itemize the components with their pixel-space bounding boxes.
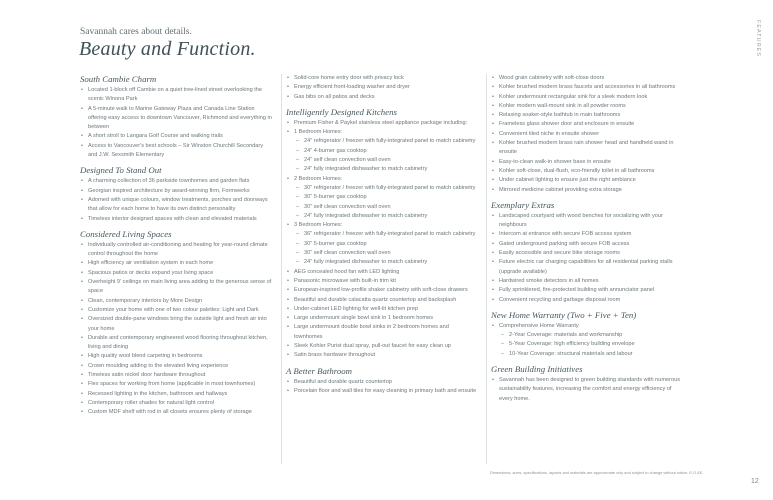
- section-kitchens: [286, 107, 478, 361]
- list-item: • A short stroll to Langara Golf Course and walking trails: [80, 132, 272, 141]
- section-exemplary-extras: [491, 200, 681, 305]
- list-item: • A charming collection of 36 parkside townhomes and garden flats: [80, 177, 272, 186]
- list-item: • Located 1-block off Cambie on a quiet tree-lined street overlooking the scenic Winona Park: [80, 86, 272, 105]
- list-subitem: – 10-Year Coverage: structural materials and labour: [491, 350, 681, 359]
- list-item: • Satin brass hardware throughout: [286, 351, 478, 360]
- section-bath-features: [491, 74, 681, 195]
- feature-list: [491, 322, 681, 359]
- list-item: • Mirrored medicine cabinet providing extra storage: [491, 186, 681, 195]
- section-home-warranty: [491, 310, 681, 359]
- list-item: • Fully sprinklered, fire-protected building with annunciator panel: [491, 286, 681, 295]
- list-item: • Easy-to-clean walk-in shower base in ensuite: [491, 158, 681, 167]
- feature-list: [491, 376, 681, 404]
- section-bathroom: [286, 366, 478, 397]
- feature-list: [80, 86, 272, 160]
- list-subitem: – 24" self clean convection wall oven: [286, 156, 478, 165]
- page-number: 12: [751, 478, 759, 485]
- feature-list: [491, 74, 681, 195]
- list-item: • Overheight 9' ceilings on main living area adding to the generous sense of space: [80, 278, 272, 297]
- list-item: • A 5-minute walk to Marine Gateway Plaza and Canada Line Station offering easy access to downtown Vancouver, Richmond and everything in between: [80, 105, 272, 133]
- list-subitem: – 30" 5-burner gas cooktop: [286, 240, 478, 249]
- list-item: • Comprehensive Home Warranty: [491, 322, 681, 331]
- list-item: • Easily accessible and secure bike storage rooms: [491, 249, 681, 258]
- section-heading: Exemplary Extras: [491, 199, 555, 210]
- list-item: • Sleek Kohler Purist dual spray, pull-out faucet for easy clean up: [286, 342, 478, 351]
- section-heading: South Cambie Charm: [80, 74, 157, 84]
- list-item: • Wood grain cabinetry with soft-close doors: [491, 74, 681, 83]
- intro-pretitle: Savannah cares about details.: [80, 27, 192, 37]
- list-subitem: – 30" self clean convection wall oven: [286, 203, 478, 212]
- list-item: • Under-cabinet LED lighting for well-lit kitchen prep: [286, 305, 478, 314]
- list-item: • Intercom at entrance with secure FOB access system: [491, 230, 681, 239]
- list-subitem: – 36" refrigerator / freezer with fully-integrated panel to match cabinetry: [286, 230, 478, 239]
- section-heading: Green Building Initiatives: [491, 364, 583, 375]
- column-divider: [281, 74, 282, 464]
- list-item: • Oversized double-pane windows bring the outside light and fresh air into your home: [80, 315, 272, 334]
- list-item: • High efficiency air ventilation system in each home: [80, 259, 272, 268]
- list-item: • Solid-core home entry door with privacy lock: [286, 74, 478, 83]
- list-subitem: – 24" fully integrated dishwasher to match cabinetry: [286, 165, 478, 174]
- list-item: • AEG concealed hood fan with LED lighting: [286, 268, 478, 277]
- list-item: • Adorned with unique colours, window treatments, porches and doorways that allow for each home to have its own distinct personality: [80, 196, 272, 215]
- list-item: • Frameless glass shower door and enclosure in ensuite: [491, 120, 681, 129]
- list-item: • Flex spaces for working from home (applicable in most townhomes): [80, 380, 272, 389]
- list-item: • Large undermount single bowl sink in 1 bedroom homes: [286, 314, 478, 323]
- list-subitem: – 30" refrigerator / freezer with fully-integrated panel to match cabinetry: [286, 184, 478, 193]
- list-item: • Landscaped courtyard with wood benches for socializing with your neighbours: [491, 212, 681, 231]
- list-item: • Hardwired smoke detectors in all homes: [491, 277, 681, 286]
- feature-list: [491, 212, 681, 305]
- section-designed-to-stand-out: [80, 165, 272, 223]
- list-item: • Kohler soft-close, dual-flush, eco-friendly toilet in all bathrooms: [491, 167, 681, 176]
- list-item: • Gas bibs on all patios and decks: [286, 93, 478, 102]
- section-green-building: [491, 364, 681, 404]
- list-item: • Durable and contemporary engineered wood flooring throughout kitchen, living and dining: [80, 334, 272, 353]
- list-item: • Panasonic microwave with built-in trim kit: [286, 277, 478, 286]
- section-heading: Considered Living Spaces: [80, 228, 172, 239]
- list-item: • 2 Bedroom Homes:: [286, 175, 478, 184]
- section-heading: New Home Warranty (Two + Five + Ten): [491, 309, 637, 320]
- list-subitem: – 24" 4-burner gas cooktop: [286, 147, 478, 156]
- feature-list: [80, 177, 272, 223]
- section-considered-living-spaces: [80, 229, 272, 418]
- list-item: • Kohler brushed modern brass faucets and accessories in all bathrooms: [491, 83, 681, 92]
- column-middle: [286, 74, 478, 400]
- list-item: • Timeless satin nickel door hardware throughout: [80, 371, 272, 380]
- feature-list: [286, 378, 478, 397]
- list-item: • High quality wool blend carpeting in bedrooms: [80, 352, 272, 361]
- list-subitem: – 24" fully integrated dishwasher to match cabinetry: [286, 212, 478, 221]
- section-heading: Designed To Stand Out: [80, 165, 162, 176]
- features-side-label: FEATURES: [755, 20, 761, 57]
- list-item: • European-inspired low-profile shaker cabinetry with soft-close drawers: [286, 286, 478, 295]
- list-item: • Kohler modern wall-mount sink in all powder rooms: [491, 102, 681, 111]
- list-item: • Contemporary roller shades for natural light control: [80, 399, 272, 408]
- list-item: • Energy efficient front-loading washer and dryer: [286, 83, 478, 92]
- section-general-features: [286, 74, 478, 102]
- list-item: • Individually controlled air-conditioning and heating for year-round climate control throughout the home: [80, 241, 272, 260]
- list-item: • Kohler brushed modern brass rain shower head and handheld wand in ensuite: [491, 139, 681, 158]
- list-item: • Large undermount double bowl sinks in 2 bedroom homes and townhomes: [286, 323, 478, 342]
- list-subitem: – 24" fully integrated dishwasher to match cabinetry: [286, 258, 478, 267]
- list-item: • Recessed lighting in the kitchen, bathroom and hallways: [80, 390, 272, 399]
- list-subitem: – 2-Year Coverage: materials and workmanship: [491, 331, 681, 340]
- list-item: • Gated underground parking with secure FOB access: [491, 240, 681, 249]
- list-item: • Savannah has been designed to green building standards with numerous sustainability features, increasing the comfort and energy efficiency of every home.: [491, 376, 681, 404]
- list-item: • Custom MDF shelf with rod in all closets ensures plenty of storage: [80, 408, 272, 417]
- list-item: • 1 Bedroom Homes:: [286, 128, 478, 137]
- list-item: • Under cabinet lighting to ensure just the right ambiance: [491, 176, 681, 185]
- list-item: • Relaxing soaker-style bathtub in main bathrooms: [491, 111, 681, 120]
- list-subitem: – 30" 5-burner gas cooktop: [286, 193, 478, 202]
- section-south-cambie-charm: [80, 74, 272, 160]
- list-item: • Beautiful and durable quartz countertop: [286, 378, 478, 387]
- feature-list: [80, 241, 272, 418]
- list-item: • Porcelain floor and wall tiles for easy cleaning in primary bath and ensuite: [286, 387, 478, 396]
- list-item: • Clean, contemporary interiors by More Design: [80, 297, 272, 306]
- list-item: • Beautiful and durable calacatta quartz countertop and backsplash: [286, 296, 478, 305]
- list-item: • Spacious patios or decks expand your living space: [80, 269, 272, 278]
- list-item: • Crown moulding adding to the elevated living experience: [80, 362, 272, 371]
- list-subitem: – 5-Year Coverage: high efficiency building envelope: [491, 340, 681, 349]
- feature-list: [286, 119, 478, 361]
- section-heading: Intelligently Designed Kitchens: [286, 106, 397, 117]
- list-item: • Convenient recycling and garbage disposal room: [491, 296, 681, 305]
- column-divider: [486, 74, 487, 464]
- list-item: • Customize your home with one of two colour palettes: Light and Dark: [80, 306, 272, 315]
- section-heading: A Better Bathroom: [286, 365, 352, 376]
- feature-list: [286, 74, 478, 102]
- list-subitem: – 30" self clean convection wall oven: [286, 249, 478, 258]
- disclaimer-text: Dimensions, sizes, specifications, layouts and materials are approximate only and subject to change without notice. E.O.&E.: [490, 470, 704, 475]
- column-left: [80, 74, 272, 422]
- list-item: • Access to Vancouver's best schools – Sir Winston Churchill Secondary and J.W. Sexsmith Elementary: [80, 142, 272, 161]
- column-right: [491, 74, 681, 408]
- list-item: • Georgian inspired architecture by award-winning firm, Formwerks: [80, 187, 272, 196]
- list-item: • Premium Fisher & Paykel stainless steel appliance package including:: [286, 119, 478, 128]
- list-item: • Convenient tiled niche in ensuite shower: [491, 130, 681, 139]
- list-subitem: – 24" refrigerator / freezer with fully-integrated panel to match cabinetry: [286, 137, 478, 146]
- list-item: • Kohler undermount rectangular sink for a sleek modern look: [491, 93, 681, 102]
- list-item: • 3 Bedroom Homes:: [286, 221, 478, 230]
- page-title: Beauty and Function.: [79, 38, 256, 60]
- list-item: • Timeless interior designed spaces with clean and elevated materials: [80, 215, 272, 224]
- list-item: • Future electric car charging capabilities for all residential parking stalls (upgrade available): [491, 258, 681, 277]
